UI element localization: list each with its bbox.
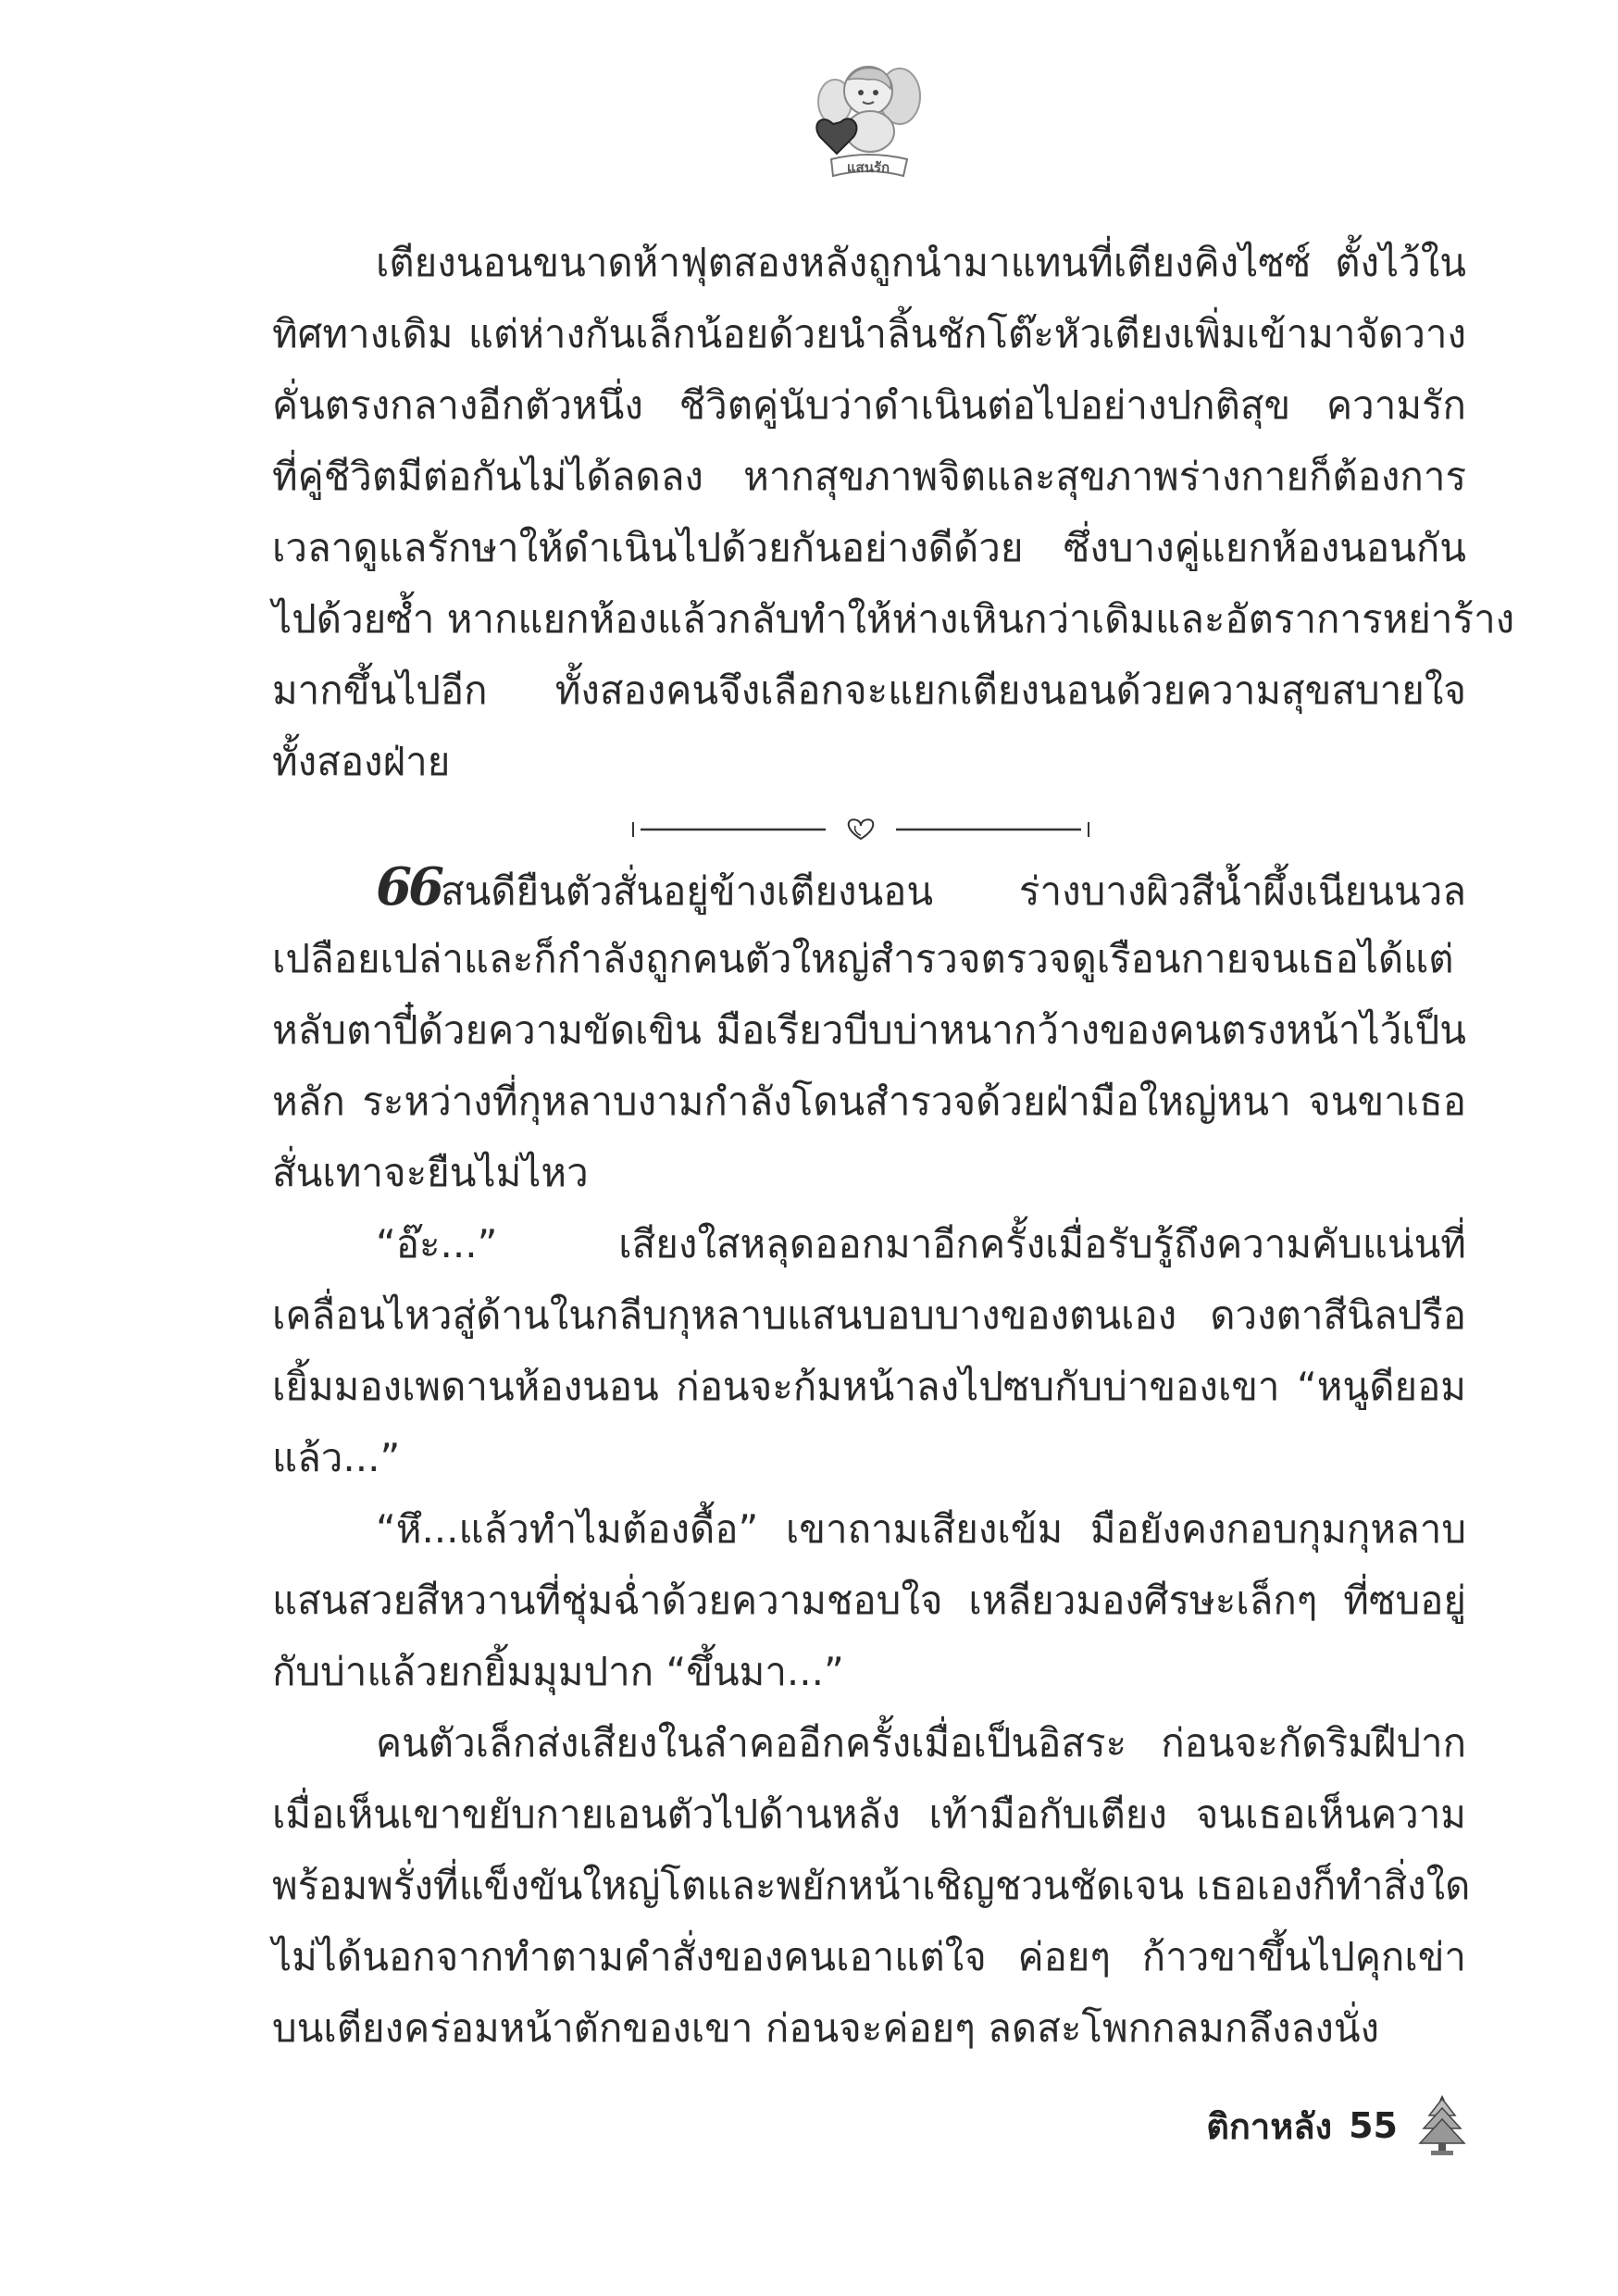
text-line: กับบ่าแล้วยกยิ้มมุมปาก “ขึ้นมา...” [272,1649,844,1694]
text-line: ทิศทางเดิม แต่ห่างกันเล็กน้อยด้วยนำลิ้นชักโต๊ะหัวเตียงเพิ่มเข้ามาจัดวาง [272,311,1466,356]
section-1-paragraph [272,227,1515,797]
text-line: เวลาดูแลรักษาให้ดำเนินไปด้วยกันอย่างดีด้วย ซึ่งบางคู่แยกห้องนอนกัน [272,525,1466,570]
heart-divider-icon [629,811,1092,848]
text-line: ที่คู่ชีวิตมีต่อกันไม่ได้ลดลง หากสุขภาพจิตและสุขภาพร่างกายก็ต้องการ [272,454,1466,499]
text-line: หลับตาปี๋ด้วยความขัดเขิน มือเรียวบีบบ่าหนากว้างของคนตรงหน้าไว้เป็น [272,1007,1466,1053]
christmas-tree-icon [1414,2093,1470,2158]
text-line: ไม่ได้นอกจากทำตามคำสั่งของคนเอาแต่ใจ ค่อยๆ ก้าวขาขึ้นไปคุกเข่า [272,1934,1466,1979]
svg-text:แสนรัก: แสนรัก [846,159,890,176]
text-line: เปลือยเปล่าและก็กำลังถูกคนตัวใหญ่สำรวจตรวจดูเรือนกายจนเธอได้แต่ [272,936,1454,981]
text-line: สั่นเทาจะยืนไม่ไหว [272,1150,589,1195]
text-line: คนตัวเล็กส่งเสียงในลำคออีกครั้งเมื่อเป็นอิสระ ก่อนจะกัดริมฝีปาก [376,1720,1466,1766]
text-line: พร้อมพรั่งที่แข็งขันใหญ่โตและพยักหน้าเชิญชวนชัดเจน เธอเองก็ทำสิ่งใด [272,1863,1471,1908]
section-2-paragraph [272,852,1471,2064]
text-line: เตียงนอนขนาดห้าฟุตสองหลังถูกนำมาแทนที่เตียงคิงไซซ์ ตั้งไว้ใน [376,240,1466,285]
running-title: ติกาหลัง [1206,2105,1333,2147]
opening-quote-mark: 66 [376,856,441,917]
text-line: แล้ว...” [272,1435,401,1480]
text-line: 66สนดียืนตัวสั่นอยู่ข้างเตียงนอน ร่างบางผิวสีน้ำผึ้งเนียนนวล [376,856,1466,917]
text-line: บนเตียงคร่อมหน้าตักของเขา ก่อนจะค่อยๆ ลดสะโพกกลมกลึงลงนั่ง [272,2005,1380,2051]
text-line: มากขึ้นไปอีก ทั้งสองคนจึงเลือกจะแยกเตียงนอนด้วยความสุขสบายใจ [272,668,1466,713]
text-line: เมื่อเห็นเขาขยับกายเอนตัวไปด้านหลัง เท้ามือกับเตียง จนเธอเห็นความ [272,1791,1466,1837]
text-line: เยิ้มมองเพดานห้องนอน ก่อนจะก้มหน้าลงไปซบกับบ่าของเขา “หนูดียอม [272,1364,1466,1409]
logo-cupid-icon [807,57,927,187]
text-line: “อ๊ะ...” เสียงใสหลุดออกมาอีกครั้งเมื่อรับรู้ถึงความคับแน่นที่ [376,1221,1466,1267]
text-line: “หึ...แล้วทำไมต้องดื้อ” เขาถามเสียงเข้ม มือยังคงกอบกุมกุหลาบ [376,1506,1466,1552]
page-footer [1206,2089,1470,2163]
page-number: 55 [1349,2105,1398,2146]
text-line: แสนสวยสีหวานที่ชุ่มฉ่ำด้วยความชอบใจ เหลียวมองศีรษะเล็กๆ ที่ซบอยู่ [272,1578,1466,1623]
text-line: ไปด้วยซ้ำ หากแยกห้องแล้วกลับทำให้ห่างเหินกว่าเดิมและอัตราการหย่าร้าง [272,596,1515,642]
text-line: หลัก ระหว่างที่กุหลาบงามกำลังโดนสำรวจด้วยฝ่ามือใหญ่หนา จนขาเธอ [272,1079,1466,1124]
text-line: คั่นตรงกลางอีกตัวหนึ่ง ชีวิตคู่นับว่าดำเนินต่อไปอย่างปกติสุข ความรัก [272,382,1466,428]
text-line: ทั้งสองฝ่าย [272,739,451,784]
text-line: เคลื่อนไหวสู่ด้านในกลีบกุหลาบแสนบอบบางของตนเอง ดวงตาสีนิลปรือ [272,1292,1466,1338]
